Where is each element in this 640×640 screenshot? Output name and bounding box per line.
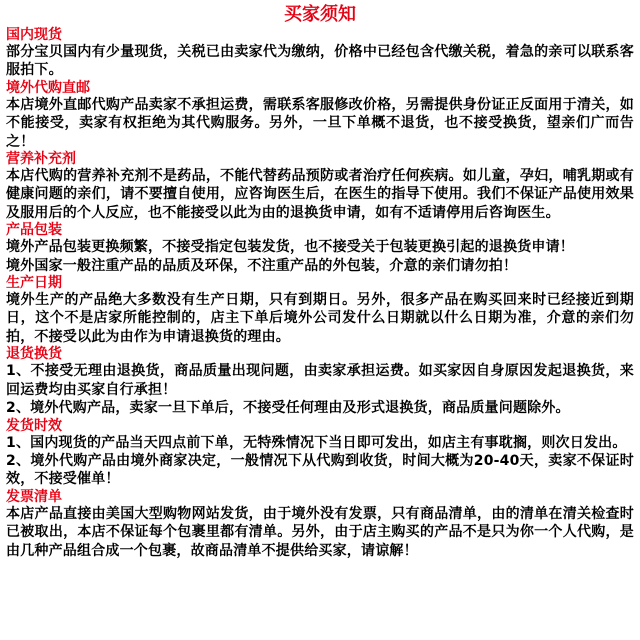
section-paragraph: 本店代购的营养补充剂不是药品，不能代替药品预防或者治疗任何疾病。如儿童，孕妇，哺乳期或有健康问题的亲们，请不要擅自使用，应咨询医生后，在医生的指导下使用。我们不保证产品使用效果及服用后的个人反应，也不能接受以此为由的退换货申请，如有不适请停用后咨询医生。 [6,168,634,221]
section-heading: 境外代购直邮 [6,79,90,96]
section-paragraph: 部分宝贝国内有少量现货，关税已由卖家代为缴纳，价格中已经包含代缴关税，着急的亲可以联系客服拍下。 [6,44,634,79]
section-overseas-direct-mail [6,80,634,151]
section-paragraph: 2、境外代购产品由境外商家决定，一般情况下从代购到收货，时间大概为20-40天，卖家不保证时效，不接受催单！ [6,452,634,488]
section-shipping-time [6,418,634,489]
section-paragraph: 2、境外代购产品，卖家一旦下单后，不接受任何理由及形式退换货，商品质量问题除外。 [6,400,570,417]
section-paragraph: 境外国家一般注重产品的品质及环保，不注重产品的外包装，介意的亲们请勿拍！ [6,257,518,274]
section-paragraph: 1、不接受无理由退换货，商品质量出现问题，由卖家承担运费。如买家因自身原因发起退换货，来回运费均由买家自行承担！ [6,363,634,398]
section-paragraph: 境外生产的产品绝大多数没有生产日期，只有到期日。另外，很多产品在购买回来时已经接近到期日，这个不是店家所能控制的，店主下单后境外公司发什么日期就以什么日期为准，介意的亲们勿拍，不接受以此为由作为申请退换货的理由。 [6,292,634,345]
section-supplements [6,151,634,222]
section-paragraph: 本店产品直接由美国大型购物网站发货，由于境外没有发票，只有商品清单，由的清单在清关检查时已被取出，本店不保证每个包裹里都有清单。另外，由于店主购买的产品不是只为你一个人代购，是由几种产品组合成一个包裹，故商品清单不提供给买家，请谅解！ [6,505,634,559]
section-returns [6,346,634,417]
section-paragraph: 本店境外直邮代购产品卖家不承担运费，需联系客服修改价格，另需提供身份证正反面用于清关，如不能接受，卖家有权拒绝为其代购服务。另外，一旦下单概不退货，也不接受换货，望亲们广而告之！ [6,96,634,150]
section-heading: 营养补充剂 [6,151,76,168]
section-paragraph: 境外产品包装更换频繁，不接受指定包装发货，也不接受关于包装更换引起的退换货申请！ [6,239,574,256]
section-heading: 发货时效 [6,417,62,434]
section-domestic-stock [6,27,634,80]
section-production-date [6,275,634,346]
section-heading: 生产日期 [6,275,62,292]
section-heading: 产品包装 [6,222,62,239]
section-heading: 发票清单 [6,488,62,505]
page-title: 买家须知 [284,4,356,25]
section-heading: 国内现货 [6,27,62,43]
section-heading: 退货换货 [6,346,62,363]
section-packaging [6,222,634,275]
section-paragraph: 1、国内现货的产品当天四点前下单，无特殊情况下当日即可发出，如店主有事耽搁，则次日发出。 [6,434,627,451]
section-invoice [6,489,634,560]
